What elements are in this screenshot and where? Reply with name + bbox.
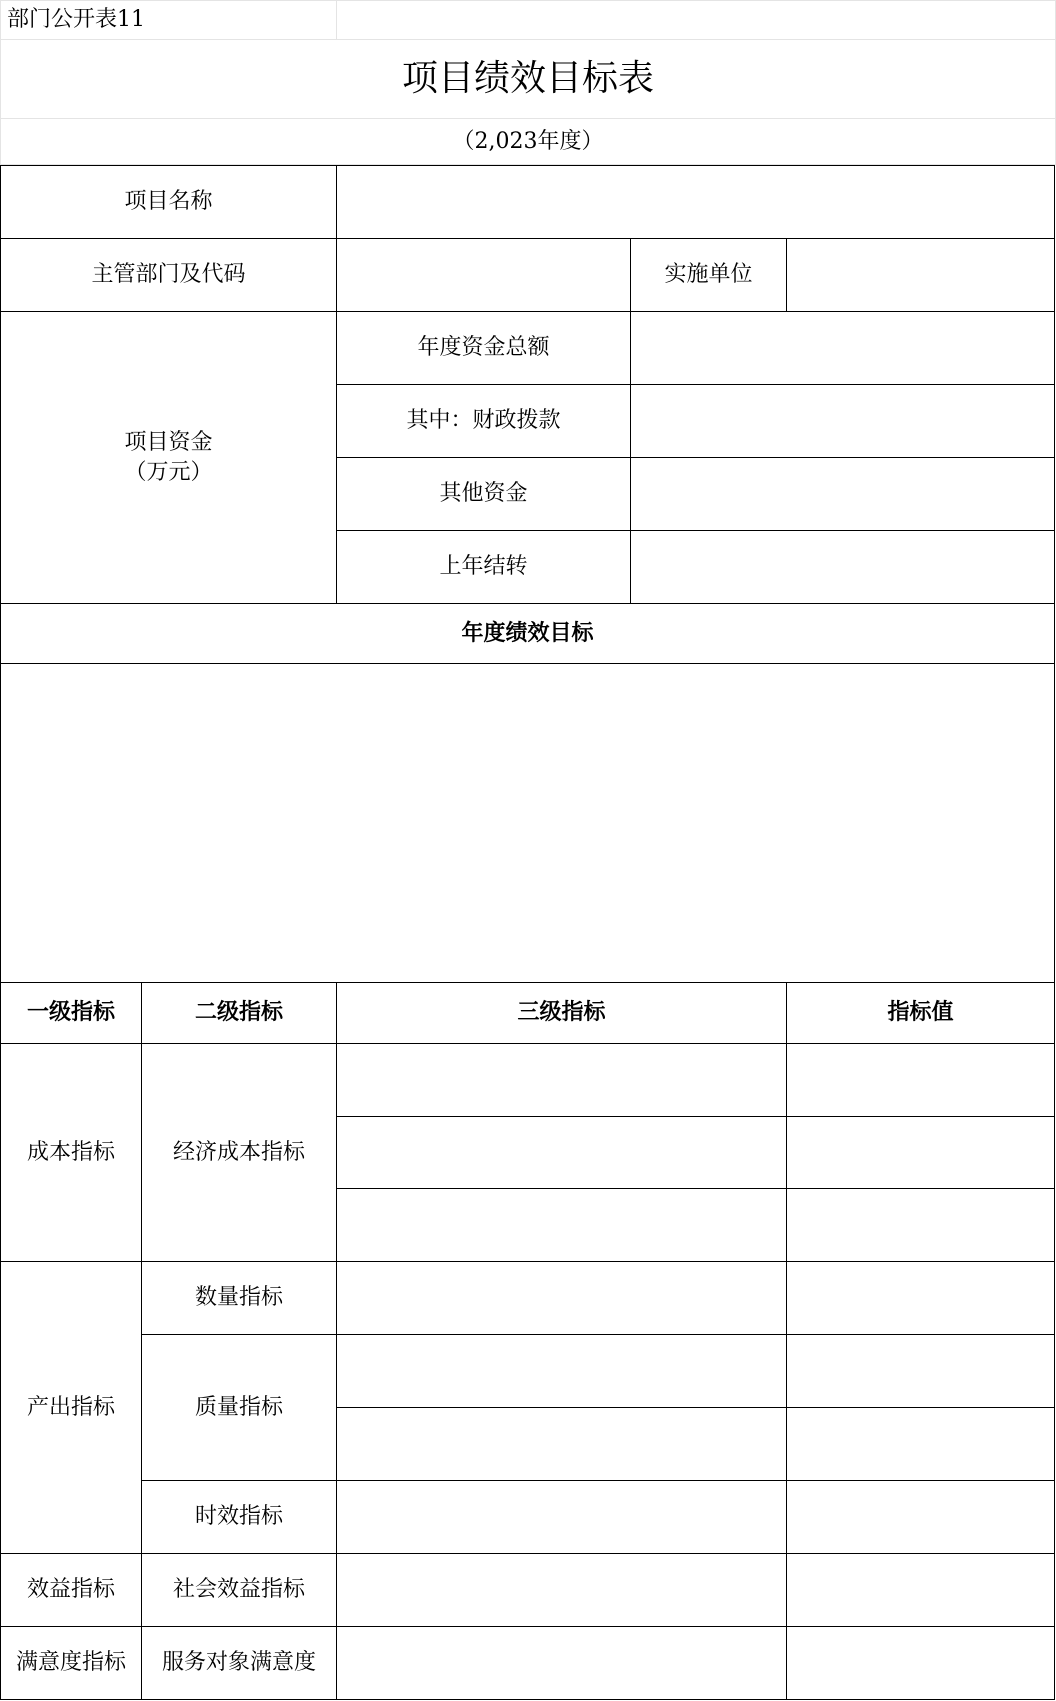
impl-unit-label: 实施单位: [631, 239, 787, 312]
table-number-label: 部门公开表11: [0, 0, 337, 40]
funds-row-label: 其他资金: [337, 458, 631, 531]
col-header-level3: 三级指标: [337, 983, 787, 1044]
annual-goal-heading: 年度绩效目标: [0, 604, 1055, 664]
funds-label: [0, 312, 337, 604]
level2-service-satisfaction: 服务对象满意度: [142, 1627, 337, 1700]
level3-cell[interactable]: [337, 1335, 787, 1408]
level1-cost: 成本指标: [0, 1044, 142, 1262]
level3-cell[interactable]: [337, 1408, 787, 1481]
funds-row-label: 上年结转: [337, 531, 631, 604]
page-title: 项目绩效目标表: [0, 40, 1056, 119]
level2-economic-cost: 经济成本指标: [142, 1044, 337, 1262]
value-cell[interactable]: [787, 1117, 1055, 1189]
level3-cell[interactable]: [337, 1481, 787, 1554]
level3-cell[interactable]: [337, 1117, 787, 1189]
funds-row-value[interactable]: [631, 458, 1055, 531]
value-cell[interactable]: [787, 1262, 1055, 1335]
col-header-level2: 二级指标: [142, 983, 337, 1044]
value-cell[interactable]: [787, 1044, 1055, 1117]
header-blank-cell: [337, 0, 1056, 40]
level3-cell[interactable]: [337, 1554, 787, 1627]
level2-quantity: 数量指标: [142, 1262, 337, 1335]
funds-row-value[interactable]: [631, 531, 1055, 604]
col-header-value: 指标值: [787, 983, 1055, 1044]
project-name-label: 项目名称: [0, 166, 337, 239]
funds-row-label: 其中：财政拨款: [337, 385, 631, 458]
value-cell[interactable]: [787, 1627, 1055, 1700]
funds-label-line2: （万元）: [124, 459, 213, 485]
level1-benefit: 效益指标: [0, 1554, 142, 1627]
year-subtitle: （2,023年度）: [0, 119, 1056, 165]
value-cell[interactable]: [787, 1335, 1055, 1408]
level2-social-benefit: 社会效益指标: [142, 1554, 337, 1627]
value-cell[interactable]: [787, 1189, 1055, 1262]
level3-cell[interactable]: [337, 1189, 787, 1262]
funds-row-value[interactable]: [631, 385, 1055, 458]
dept-field[interactable]: [337, 239, 631, 312]
impl-unit-field[interactable]: [787, 239, 1055, 312]
level1-satisfaction: 满意度指标: [0, 1627, 142, 1700]
annual-goal-content[interactable]: [0, 664, 1055, 983]
level3-cell[interactable]: [337, 1262, 787, 1335]
level2-timeliness: 时效指标: [142, 1481, 337, 1554]
funds-row-label: 年度资金总额: [337, 312, 631, 385]
funds-row-value[interactable]: [631, 312, 1055, 385]
dept-label: 主管部门及代码: [0, 239, 337, 312]
level1-output: 产出指标: [0, 1262, 142, 1554]
level3-cell[interactable]: [337, 1627, 787, 1700]
project-name-field[interactable]: [337, 166, 1055, 239]
col-header-level1: 一级指标: [0, 983, 142, 1044]
level2-quality: 质量指标: [142, 1335, 337, 1481]
funds-label-line1: 项目资金: [124, 429, 213, 455]
value-cell[interactable]: [787, 1481, 1055, 1554]
value-cell[interactable]: [787, 1554, 1055, 1627]
level3-cell[interactable]: [337, 1044, 787, 1117]
value-cell[interactable]: [787, 1408, 1055, 1481]
